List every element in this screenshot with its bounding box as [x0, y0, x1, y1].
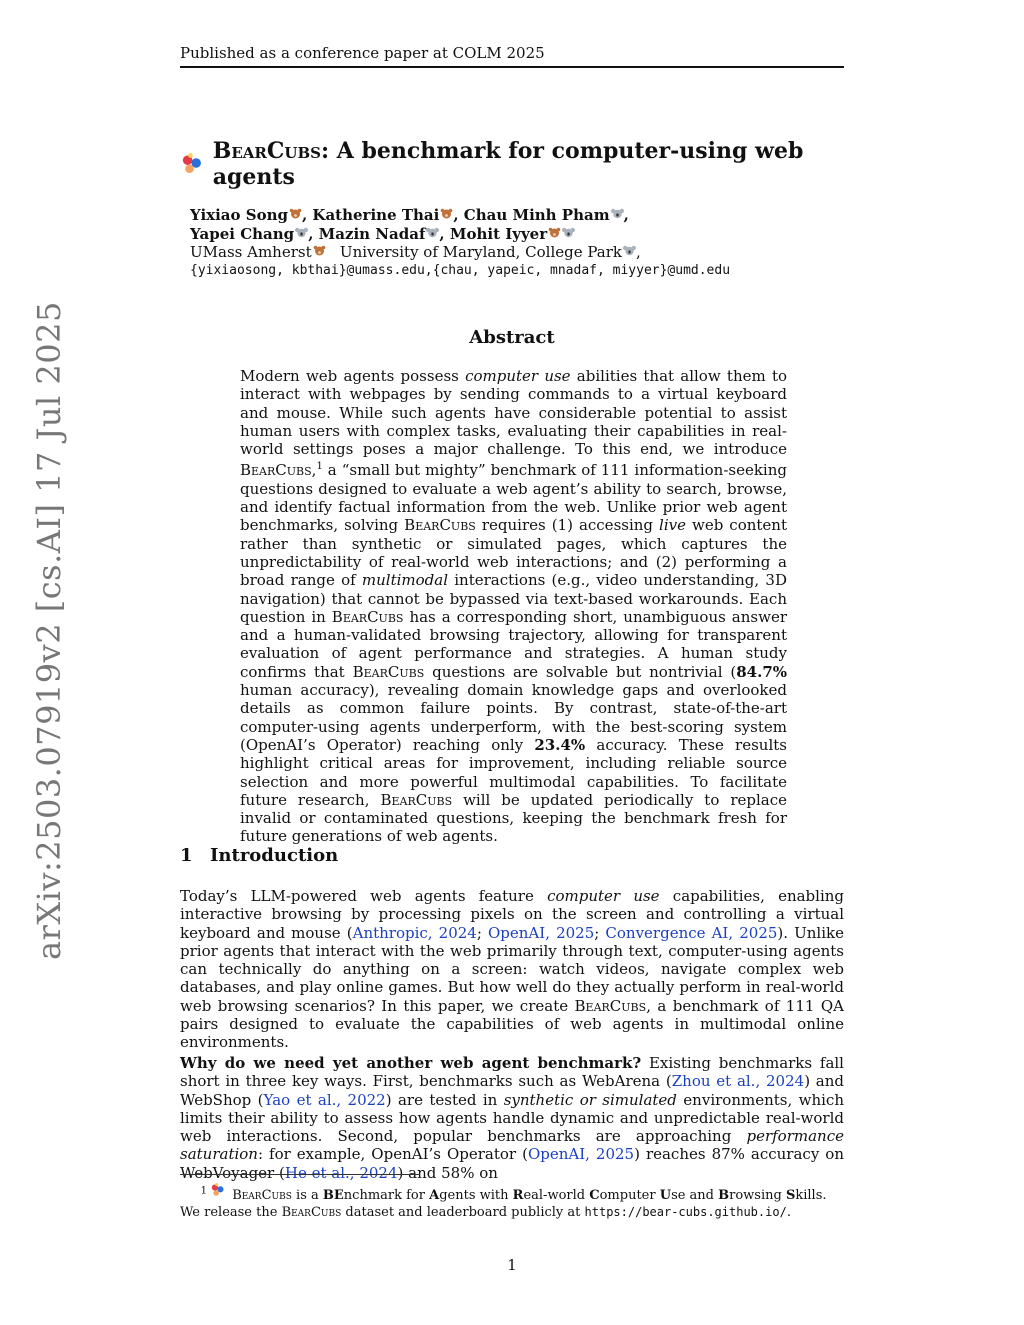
author-emails: {yixiaosong, kbthai}@umass.edu,{chau, yapeic, mnadaf, miyyer}@umd.edu [190, 262, 731, 278]
body-text: Existing benchmarks fall short in three key ways. First, benchmarks such as WebArena ( [180, 1054, 844, 1091]
citation-link[interactable]: Anthropic, 2024 [352, 923, 477, 942]
bear-face-icon [313, 245, 326, 256]
bear-cubs-logo-icon [180, 151, 205, 177]
author-name: Mohit Iyyer [449, 224, 548, 243]
acronym-letter: BE [322, 1188, 344, 1203]
benchmark-name: BearCubs [232, 1188, 292, 1203]
human-accuracy-value: 84.7% [736, 662, 788, 681]
citation-link[interactable]: OpenAI, 2025 [488, 923, 595, 942]
abstract-emphasis: live [659, 516, 686, 535]
citation-year: 2024 [766, 1072, 805, 1091]
citation-author: He et al. [284, 1163, 350, 1182]
bear-face-icon [440, 208, 453, 219]
citation-link[interactable]: Convergence AI, 2025 [605, 923, 778, 942]
section-title: Introduction [210, 845, 339, 866]
benchmark-name: BearCubs [404, 516, 476, 535]
intro-paragraph-1: Today’s LLM-powered web agents feature computer use capabilities, enabling interactive browsing by processing pixels on the screen and controlling a virtual keyboard and mouse (Anthropic, 2024; OpenAI, 2025; Convergence AI, 2025). Unlike prior agents that interact with the web primarily through text, computer-using agents can technically do anything on a screen: watch videos, navigate complex web databases, and play online games. But how well do they actually perform in real-world web browsing scenarios? In this paper, we create BearCubs, a benchmark of 111 QA pairs designed to evaluate the capabilities of web agents in multimodal online environments. [180, 887, 845, 1052]
citation-link[interactable]: OpenAI, 2025 [527, 1145, 635, 1164]
author-name: Mazin Nadaf [318, 224, 426, 243]
author-block [190, 206, 830, 280]
body-emphasis: performance saturation [180, 1127, 844, 1164]
benchmark-name: BearCubs [281, 1205, 342, 1220]
citation-year: 2025 [739, 923, 778, 942]
footnote [180, 1182, 860, 1221]
abstract-heading: Abstract [469, 327, 555, 348]
abstract-emphasis: computer use [465, 367, 571, 385]
citation-author: OpenAI [488, 923, 546, 942]
author-name: Chau Minh Pham [463, 206, 610, 224]
abstract-text: requires (1) accessing [475, 516, 660, 535]
benchmark-name: BearCubs [240, 461, 312, 480]
acronym-rest: omputer [599, 1188, 660, 1203]
title-rest: : A benchmark for computer-using web agents [212, 138, 804, 190]
abstract-text: has a corresponding short, unambiguous answer and a human-validated browsing trajectory, allowing for transparent evaluation of agent performance and strategies. A human study confirms that [240, 607, 787, 681]
footnote-divider [180, 1174, 420, 1175]
body-text: ) and WebShop ( [180, 1072, 845, 1109]
citation-year: 2024 [438, 923, 477, 942]
benchmark-name: BearCubs [331, 607, 404, 626]
author-name: Yixiao Song [190, 206, 288, 224]
body-text: Today’s LLM-powered web agents feature [180, 887, 548, 905]
section-number: 1 [180, 845, 193, 866]
citation-year: 2025 [595, 1145, 635, 1164]
koala-face-icon [611, 208, 624, 219]
citation-link[interactable]: Yao et al., 2022 [263, 1090, 386, 1109]
acronym-rest: gents with [439, 1188, 513, 1203]
body-text: ) and 58% on [397, 1163, 498, 1182]
citation-link[interactable]: He et al., 2024 [284, 1163, 398, 1182]
abstract-text: Modern web agents possess [240, 367, 466, 385]
author-name: Katherine Thai [312, 206, 440, 224]
acronym-letter: S [785, 1188, 796, 1203]
citation-year: 2024 [359, 1163, 398, 1182]
citation-author: Convergence AI [605, 923, 729, 942]
body-emphasis: synthetic or simulated [503, 1090, 677, 1109]
project-url-link[interactable]: https://bear-cubs.github.io/ [584, 1205, 787, 1219]
acronym-rest: rowsing [729, 1188, 786, 1203]
abstract-text: web content rather than synthetic or simulated pages, which captures the unpredictability of real-world web interactions; and (2) performing a broad range of [240, 516, 787, 590]
footnote-text: dataset and leaderboard publicly at [341, 1205, 585, 1220]
benchmark-name: BearCubs [574, 996, 647, 1015]
footnote-marker[interactable]: 1 [316, 461, 323, 473]
abstract-text: human accuracy), revealing domain knowledge gaps and overlooked details as common failure points. By contrast, state-of-the-art computer-using agents underperform, with the best-scoring system (OpenAI’s Operator) reaching only [240, 681, 787, 754]
body-text: capabilities, enabling interactive browsing by processing pixels on the screen and controlling a virtual keyboard and mouse ( [180, 887, 845, 942]
body-text: : for example, OpenAI’s Operator ( [257, 1145, 528, 1164]
acronym-letter: A [429, 1188, 440, 1203]
affiliation-umass: UMass Amherst [190, 243, 312, 261]
body-emphasis: computer use [547, 887, 660, 905]
acronym-rest: se and [671, 1188, 719, 1203]
acronym-expansion [323, 1188, 827, 1203]
koala-face-icon [295, 227, 308, 238]
section-heading-introduction [180, 845, 338, 866]
abstract-text: a “small but mighty” benchmark of 111 information-seeking questions designed to evaluate a web agent’s ability to search, browse, and identify factual information from the web. Unlike prior web agent benchmarks, solving [240, 461, 787, 535]
abstract-text: questions are solvable but nontrivial ( [424, 662, 737, 681]
footnote-text: We release the [180, 1205, 282, 1220]
affiliations: UMass Amherst University of Maryland, College Park , [190, 243, 641, 261]
bear-cubs-logo-icon [208, 1182, 228, 1198]
abstract-text: abilities that allow them to interact with webpages by sending commands to a virtual keyboard and mouse. While such agents have considerable potential to assist human users with complex tasks, evaluating their capabilities in real-world settings poses a major challenge. To this end, we introduce [240, 367, 788, 459]
footnote-text: . [786, 1205, 791, 1220]
acronym-letter: C [589, 1188, 600, 1203]
affiliation-umd: University of Maryland, College Park [339, 243, 622, 261]
author-line-2: Yapei Chang , Mazin Nadaf , Mohit Iyyer [190, 225, 830, 244]
koala-face-icon [623, 245, 636, 256]
citation-year: 2025 [556, 923, 595, 942]
abstract-text: will be updated periodically to replace invalid or contaminated questions, keeping the benchmark fresh for future generations of web agents. [240, 790, 787, 846]
footnote-line-1 [180, 1182, 860, 1204]
acronym-letter: U [659, 1188, 672, 1203]
koala-face-icon [426, 227, 439, 238]
page-number: 1 [507, 1256, 517, 1274]
citation-author: Yao et al. [263, 1090, 337, 1109]
acronym-rest: kills. [795, 1188, 827, 1203]
abstract-text: accuracy. These results highlight critical areas for improvement, including reliable source selection and more powerful multimodal capabilities. To facilitate future research, [240, 735, 787, 809]
koala-face-icon [562, 227, 575, 238]
footnote-line-2 [180, 1204, 860, 1221]
body-text: , a benchmark of 111 QA pairs designed to evaluate the capabilities of web agents in multimodal online environments. [180, 996, 844, 1052]
bear-face-icon [548, 227, 561, 238]
paper-title [180, 138, 860, 190]
arxiv-sidebar-id: arXiv:2503.07919v2 [cs.AI] 17 Jul 2025 [30, 301, 68, 960]
citation-author: Zhou et al. [671, 1072, 756, 1091]
intro-paragraph-2 [180, 1054, 844, 1182]
benchmark-name: BearCubs [380, 790, 453, 809]
acronym-rest: eal-world [523, 1188, 590, 1203]
body-text: environments, which limits their ability to assess how agents handle dynamic and unpredictable real-world web interactions. Second, popular benchmarks are approaching [180, 1090, 844, 1146]
footnote-text: is a [291, 1188, 323, 1203]
benchmark-name: BearCubs [352, 662, 425, 681]
bear-face-icon [289, 208, 302, 219]
title-name: BearCubs [212, 138, 321, 164]
acronym-rest: nchmark for [343, 1188, 430, 1203]
acronym-letter: R [512, 1188, 524, 1203]
acronym-letter: B [718, 1188, 730, 1203]
abstract-emphasis: multimodal [361, 571, 448, 590]
citation-author: OpenAI [527, 1145, 586, 1164]
abstract-text: interactions (e.g., video understanding, 3D navigation) that cannot be bypassed via text-based workarounds. Each question in [240, 571, 787, 626]
abstract-body: Modern web agents possess computer use abilities that allow them to interact with webpages by sending commands to a virtual keyboard and mouse. While such agents have considerable potential to assist human users with complex tasks, evaluating their capabilities in real-world settings poses a major challenge. To this end, we introduce BearCubs,$^1$ a “small but mighty” benchmark of 111 information-seeking questions designed to evaluate a web agent’s ability to search, browse, and identify factual information from the web. Unlike prior web agent benchmarks, solving BearCubs requires (1) accessing live web content rather than synthetic or simulated pages, which captures the unpredictability of real-world web interactions; and (2) performing a broad range of multimodal interactions (e.g., video understanding, 3D navigation) that cannot be bypassed via text-based workarounds. Each question in BearCubs has a corresponding short, unambiguous answer and a human-validated browsing trajectory, allowing for transparent evaluation of agent performance and strategies. A human study confirms that BearCubs questions are solvable but nontrivial (84.7% human accuracy), revealing domain knowledge gaps and overlooked details as common failure points. By contrast, state-of-the-art computer-using agents underperform, with the best-scoring system (OpenAI’s Operator) reaching only 23.4% accuracy. These results highlight critical areas for improvement, including reliable source selection and more powerful multimodal capabilities. To facilitate future research, BearCubs will be updated periodically to replace invalid or contaminated questions, keeping the benchmark fresh for future generations of web agents. [240, 367, 788, 846]
author-line-1: Yixiao Song , Katherine Thai , Chau Minh Pham , [190, 206, 629, 224]
running-header: Published as a conference paper at COLM 2025 [180, 44, 844, 68]
body-text: ) are tested in [385, 1090, 504, 1109]
author-name: Yapei Chang [190, 224, 295, 243]
agent-accuracy-value: 23.4% [534, 735, 586, 754]
citation-author: Anthropic [352, 923, 428, 942]
body-text: ) reaches 87% accuracy on WebVoyager ( [180, 1145, 844, 1182]
citation-year: 2022 [347, 1090, 386, 1109]
paragraph-heading: Why do we need yet another web agent benchmark? [180, 1054, 642, 1072]
citation-link[interactable]: Zhou et al., 2024 [671, 1072, 805, 1091]
footnote-marker: 1 [200, 1185, 208, 1197]
body-text: ). Unlike prior agents that interact with the web primarily through text, computer-using agents can technically do anything on a screen: watch videos, navigate complex web databases, and play online games. But how well do they actually perform in real-world web browsing scenarios? In this paper, we create [180, 923, 844, 1015]
